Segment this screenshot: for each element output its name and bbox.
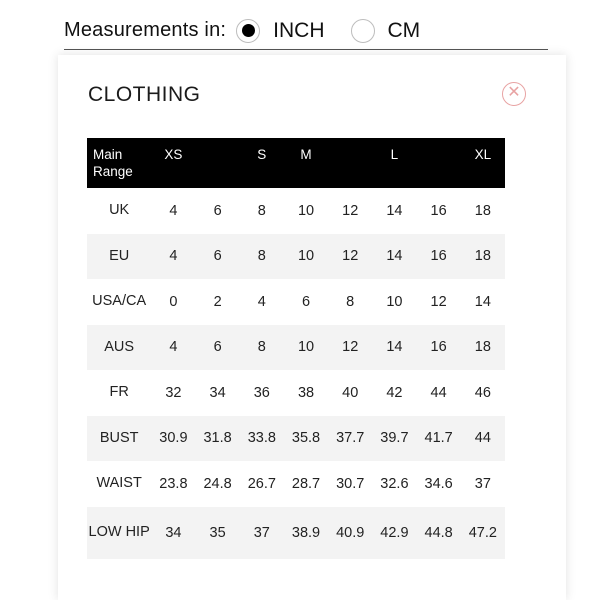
table-cell: 16 (430, 202, 447, 219)
unit-option-cm[interactable] (351, 19, 447, 43)
table-cell: 12 (430, 293, 447, 310)
table-cell: 39.7 (380, 430, 409, 447)
table-cell: 4 (257, 293, 266, 310)
table-cell: 42.9 (380, 524, 409, 541)
table-cell: 40.9 (336, 524, 365, 541)
row-label: EU (109, 247, 130, 264)
row-label: UK (109, 202, 130, 219)
table-cell: 40 (342, 384, 359, 401)
table-cell: 10 (297, 248, 315, 265)
table-cell: 42 (386, 384, 403, 401)
table-row (87, 279, 505, 325)
radio-selected-dot (242, 24, 255, 37)
table-cell: 28.7 (291, 475, 321, 492)
table-cell: 37.7 (336, 430, 365, 447)
table-cell: 14 (386, 339, 403, 356)
table-cell: 10 (297, 202, 315, 219)
table-cell: 18 (474, 248, 491, 265)
table-cell: 30.9 (159, 430, 188, 447)
size-chart-table (87, 138, 505, 559)
table-cell: 44.8 (424, 524, 453, 541)
table-row (87, 325, 505, 371)
table-cell: 8 (257, 248, 266, 265)
table-cell: 34 (165, 524, 182, 541)
table-cell: 23.8 (159, 475, 188, 492)
size-chart-panel (58, 55, 566, 600)
table-row (87, 416, 505, 462)
row-label: USA/CA (92, 293, 147, 310)
header-size-xs: XS (164, 147, 183, 162)
table-cell: 38 (297, 384, 315, 401)
close-icon[interactable]: ✕ (502, 82, 526, 106)
measurement-label: Measurements in: (64, 19, 227, 41)
table-cell: 31.8 (203, 430, 232, 447)
table-cell: 18 (474, 202, 491, 219)
table-cell: 26.7 (247, 475, 276, 492)
table-cell: 2 (213, 293, 222, 310)
table-cell: 47.2 (468, 524, 497, 541)
table-cell: 6 (213, 339, 222, 356)
header-size-xl: XL (474, 147, 492, 162)
table-cell: 34.6 (424, 475, 453, 492)
table-cell: 41.7 (424, 430, 453, 447)
inch-radio[interactable] (236, 19, 260, 43)
table-cell: 12 (342, 202, 359, 219)
table-cell: 35.8 (291, 430, 321, 447)
table-row (87, 461, 505, 507)
table-cell: 46 (474, 384, 491, 401)
table-cell: 12 (342, 339, 359, 356)
table-cell: 33.8 (247, 430, 276, 447)
table-cell: 4 (169, 339, 178, 356)
header-size-s: S (257, 147, 267, 162)
table-cell: 6 (301, 293, 311, 310)
table-cell: 10 (386, 293, 403, 310)
measurement-unit-selector (64, 12, 548, 50)
table-cell: 4 (169, 202, 178, 219)
table-cell: 35 (209, 524, 226, 541)
cm-label[interactable]: CM (387, 18, 421, 42)
table-cell: 36 (253, 384, 270, 401)
table-cell: 14 (474, 293, 491, 310)
table-cell: 12 (342, 248, 359, 265)
table-row (87, 188, 505, 234)
table-cell: 37 (253, 524, 270, 541)
table-cell: 14 (386, 248, 403, 265)
table-cell: 37 (474, 475, 491, 492)
table-cell: 8 (257, 339, 266, 356)
header-size-l: L (390, 147, 399, 162)
table-cell: 38.9 (291, 524, 321, 541)
header-main-range: Main Range (93, 147, 133, 179)
row-label: LOW HIP (88, 524, 150, 540)
row-label: WAIST (96, 475, 142, 492)
table-cell: 24.8 (203, 475, 232, 492)
table-cell: 18 (474, 339, 491, 356)
table-cell: 30.7 (336, 475, 365, 492)
panel-title: CLOTHING (88, 83, 201, 106)
table-cell: 16 (430, 339, 447, 356)
table-cell: 34 (209, 384, 226, 401)
table-header-row (87, 138, 505, 188)
table-row (87, 507, 505, 559)
table-cell: 16 (430, 248, 447, 265)
header-size-m: M (300, 147, 312, 162)
row-label: BUST (99, 429, 139, 446)
table-cell: 8 (346, 293, 355, 310)
table-cell: 10 (297, 339, 315, 356)
table-cell: 8 (257, 202, 266, 219)
table-cell: 6 (213, 248, 222, 265)
table-cell: 14 (386, 202, 403, 219)
table-cell: 4 (169, 248, 178, 265)
unit-option-inch[interactable] (236, 19, 350, 43)
table-cell: 44 (474, 430, 491, 447)
table-cell: 6 (213, 202, 222, 219)
table-cell: 0 (169, 293, 178, 310)
table-cell: 44 (430, 384, 447, 401)
table-row (87, 370, 505, 416)
table-cell: 32 (165, 384, 182, 401)
cm-radio[interactable] (351, 19, 375, 43)
table-row (87, 234, 505, 280)
row-label: AUS (104, 338, 135, 355)
inch-label[interactable]: INCH (273, 18, 325, 42)
table-cell: 32.6 (380, 475, 409, 492)
row-label: FR (109, 384, 129, 401)
